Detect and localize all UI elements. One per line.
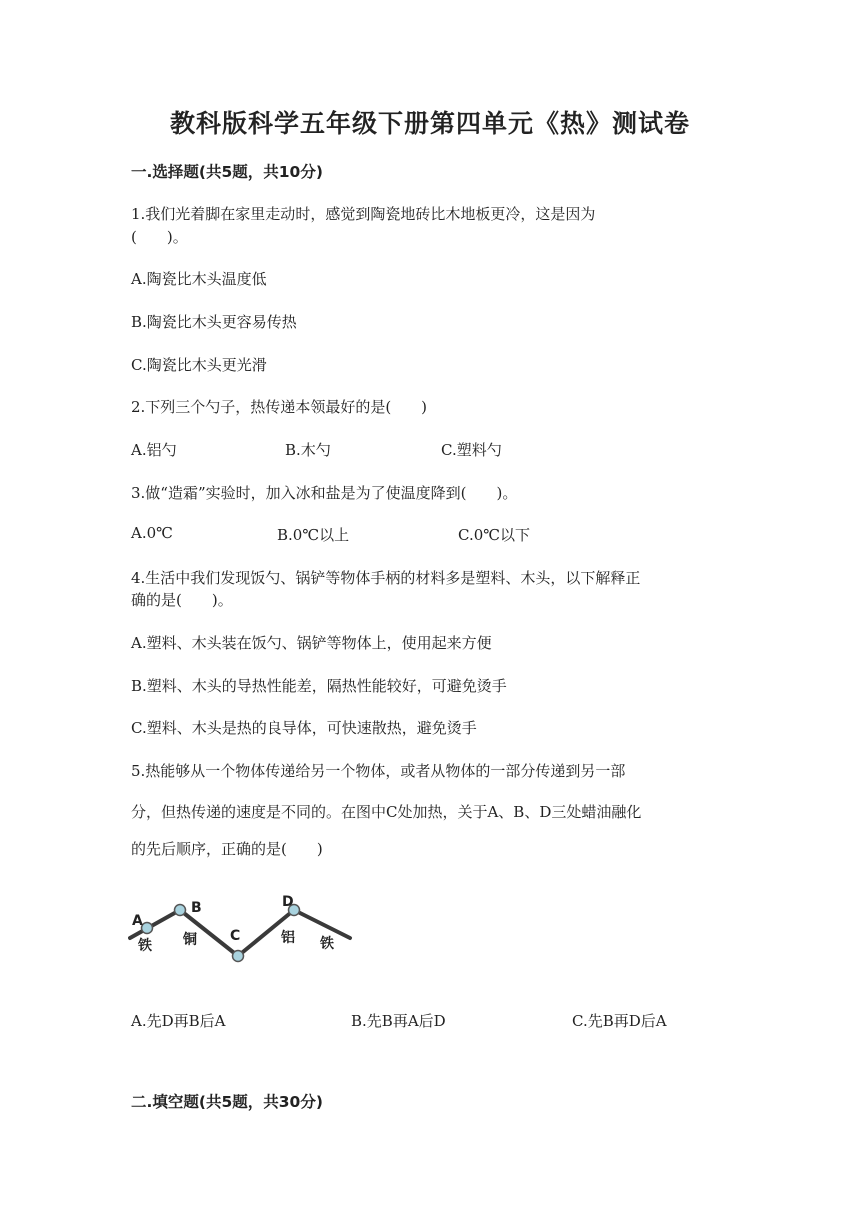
point-label-a: A bbox=[132, 913, 143, 929]
question-5-stem-line-1: 5.热能够从一个物体传递给另一个物体，或者从物体的一部分传递到另一部 bbox=[131, 762, 626, 780]
section-heading-fill-in: 二.填空题(共5题，共30分) bbox=[131, 1093, 323, 1111]
question-5-option-c: C.先B再D后A bbox=[572, 1012, 667, 1030]
point-a-dot bbox=[142, 923, 153, 934]
point-b-dot bbox=[175, 905, 186, 916]
point-label-d: D bbox=[282, 894, 294, 910]
question-5-option-b: B.先B再A后D bbox=[351, 1012, 446, 1030]
question-5-option-a: A.先D再B后A bbox=[131, 1012, 226, 1030]
heat-conduction-wire-figure bbox=[128, 890, 358, 970]
question-1-option-b: B.陶瓷比木头更容易传热 bbox=[131, 313, 297, 331]
question-4-stem-line-2: 确的是( )。 bbox=[131, 591, 233, 609]
question-2-option-b: B.木勺 bbox=[285, 441, 331, 459]
question-1-stem-line-1: 1.我们光着脚在家里走动时，感觉到陶瓷地砖比木地板更冷，这是因为 bbox=[131, 205, 596, 223]
question-3-option-a: A.0℃ bbox=[131, 524, 173, 542]
question-3-option-b: B.0℃以上 bbox=[277, 526, 350, 544]
question-4-option-a: A.塑料、木头装在饭勺、锅铲等物体上，使用起来方便 bbox=[131, 634, 492, 652]
point-label-c: C bbox=[230, 928, 241, 944]
metal-label-iron-right: 铁 bbox=[320, 936, 334, 952]
question-3-option-c: C.0℃以下 bbox=[458, 526, 531, 544]
page-title: 教科版科学五年级下册第四单元《热》测试卷 bbox=[169, 109, 690, 138]
question-5-stem-line-3: 的先后顺序，正确的是( ) bbox=[131, 840, 323, 858]
question-3-stem: 3.做“造霜”实验时，加入冰和盐是为了使温度降到( )。 bbox=[131, 484, 518, 502]
point-label-b: B bbox=[191, 900, 202, 916]
question-2-stem: 2.下列三个勺子，热传递本领最好的是( ) bbox=[131, 398, 428, 416]
question-4-option-b: B.塑料、木头的导热性能差，隔热性能较好，可避免烫手 bbox=[131, 677, 507, 695]
section-heading-choice: 一.选择题(共5题，共10分) bbox=[131, 163, 323, 181]
question-5-stem-line-2: 分，但热传递的速度是不同的。在图中C处加热，关于A、B、D三处蜡油融化 bbox=[131, 803, 642, 821]
question-4-stem-line-1: 4.生活中我们发现饭勺、锅铲等物体手柄的材料多是塑料、木头，以下解释正 bbox=[131, 569, 641, 587]
question-2-option-a: A.铝勺 bbox=[131, 441, 177, 459]
point-c-dot bbox=[233, 951, 244, 962]
metal-label-aluminum: 铝 bbox=[281, 930, 295, 946]
question-4-option-c: C.塑料、木头是热的良导体，可快速散热，避免烫手 bbox=[131, 719, 477, 737]
question-1-stem-line-2: ( )。 bbox=[131, 228, 188, 246]
question-1-option-a: A.陶瓷比木头温度低 bbox=[131, 270, 267, 288]
metal-label-iron-left: 铁 bbox=[138, 938, 152, 954]
metal-label-copper: 铜 bbox=[183, 932, 197, 948]
question-1-option-c: C.陶瓷比木头更光滑 bbox=[131, 356, 267, 374]
question-2-option-c: C.塑料勺 bbox=[441, 441, 502, 459]
